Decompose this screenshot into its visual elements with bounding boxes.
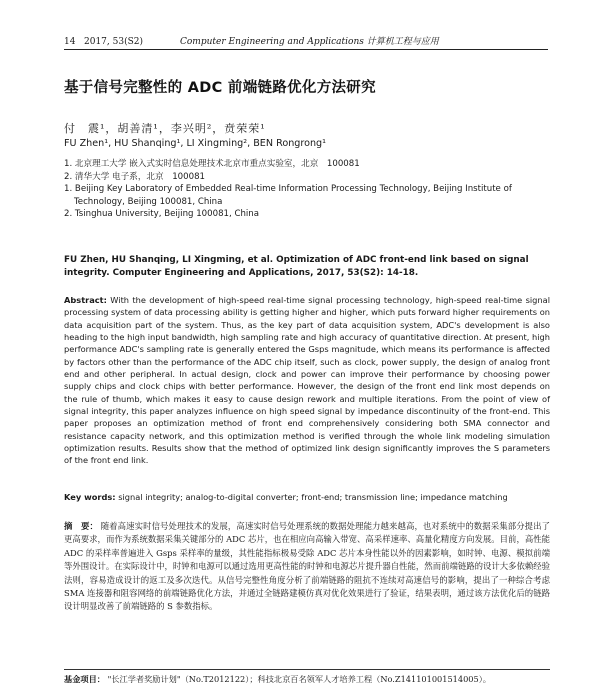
citation: FU Zhen, HU Shanqing, LI Xingming, et al. Optimization of ADC front-end link based on signal integrity. Computer Engineering and Applications, 2017, 53(S2): 14-18. — [64, 255, 529, 278]
abstract-cn-text: 随着高速实时信号处理技术的发展，高速实时信号处理系统的数据处理能力越来越高，也对系统中的数据采集部分提出了更高要求，而作为系统数据采集关键部分的 ADC 芯片，也在相应向高输入带宽、高采样速率、高量化精度方向发展。目前，高性能 ADC 的采样率普遍进入 Gsps 采样率的量级，其性能指标极易受除 ADC 芯片本身性能以外的因素影响，如时钟、电源、模拟前端等外围设计。在实际设计中，时钟和电源可以通过选用更高性能的时钟和电源芯片提升器自性能，然而前端链路的设计大多依赖经验法则，容易造成设计的返工及多次迭代。从信号完整性角度分析了前端链路的阻抗不连续对高速信号的影响，提出了一种综合考虑 SMA 连接器和阻容网络的前端链路优化方法，并通过全链路建模仿真对优化效果进行了验证，结果表明，通过该方法优化后的链路设计明显改善了前端链路的 S 参数指标。 — [64, 521, 551, 612]
authors-english: FU Zhen¹, HU Shanqing¹, LI Xingming², BEN Rongrong¹ — [64, 138, 326, 149]
keywords — [64, 492, 550, 502]
journal-name: Computer Engineering and Applications 计算机工程与应用 — [180, 37, 439, 47]
running-header — [64, 34, 548, 50]
affiliation-line: 2. Tsinghua University, Beijing 100081, China — [64, 209, 260, 220]
keywords-label: Key words: — [64, 492, 116, 502]
affiliation-line: 1. 北京理工大学 嵌入式实时信息处理技术北京市重点实验室，北京 100081 — [64, 159, 360, 169]
authors-chinese: 付 震¹，胡善清¹，李兴明²，贲荣荣¹ — [64, 122, 266, 135]
fund-text: "长江学者奖励计划"（No.T2012122）；科技北京百名领军人才培养工程（No.Z141101001514005）。 — [107, 674, 491, 684]
paper-title: 基于信号完整性的 ADC 前端链路优化方法研究 — [64, 80, 376, 96]
abstract-chinese — [64, 520, 550, 614]
abstract-label: Abstract: — [64, 295, 107, 305]
fund-label: 基金项目： — [64, 674, 105, 684]
abstract-english — [64, 294, 550, 467]
footnote-divider — [64, 669, 550, 670]
affiliations — [64, 158, 544, 221]
fund-footnote — [64, 674, 550, 685]
abstract-cn-label: 摘 要： — [64, 521, 98, 531]
issue-info: 2017, 53(S2) — [84, 37, 143, 47]
affiliation-line: Technology, Beijing 100081, China — [74, 196, 223, 207]
affiliation-line: 1. Beijing Key Laboratory of Embedded Real-time Information Processing Technology, Beijing Institute of — [64, 184, 512, 195]
abstract-text: With the development of high-speed real-time signal processing technology, high-speed real-time signal processing system of data processing ability is getting higher and higher, which puts forward higher requirements on data acquisition part of the system. Thus, as the key part of data acquisition system, ADC's development is also heading to the high input bandwidth, high sampling rate and high accuracy of quantitative direction. At present, high performance ADC's sampling rate is generally entered the Gsps magnitude, which means its performance is affected by factors other than the performance of the ADC chip itself, such as clock, power supply, the design of analog front end and other peripheral. In actual design, clock and power can improve their performance by choosing power supply chips and clock chips with better performance. However, the design of the front end link most depends on the rule of thumb, which makes it easy to cause design rework and multiple iterations. From the point of view of signal integrity, this paper analyzes influence on high speed signal by impedance discontinuity of the front-end. This paper proposes an optimization method of front end comprehensively considering both SMA connector and resistance capacity network, and this optimization method is verified through the whole link modeling simulation optimization results. Results show that the method of optimized link design significantly improves the S parameters of the front end link. — [64, 295, 550, 466]
affiliation-line: 2. 清华大学 电子系，北京 100081 — [64, 171, 206, 182]
keywords-text: signal integrity; analog-to-digital converter; front-end; transmission line; impedance matching — [118, 492, 508, 502]
page-number: 14 — [64, 37, 76, 47]
